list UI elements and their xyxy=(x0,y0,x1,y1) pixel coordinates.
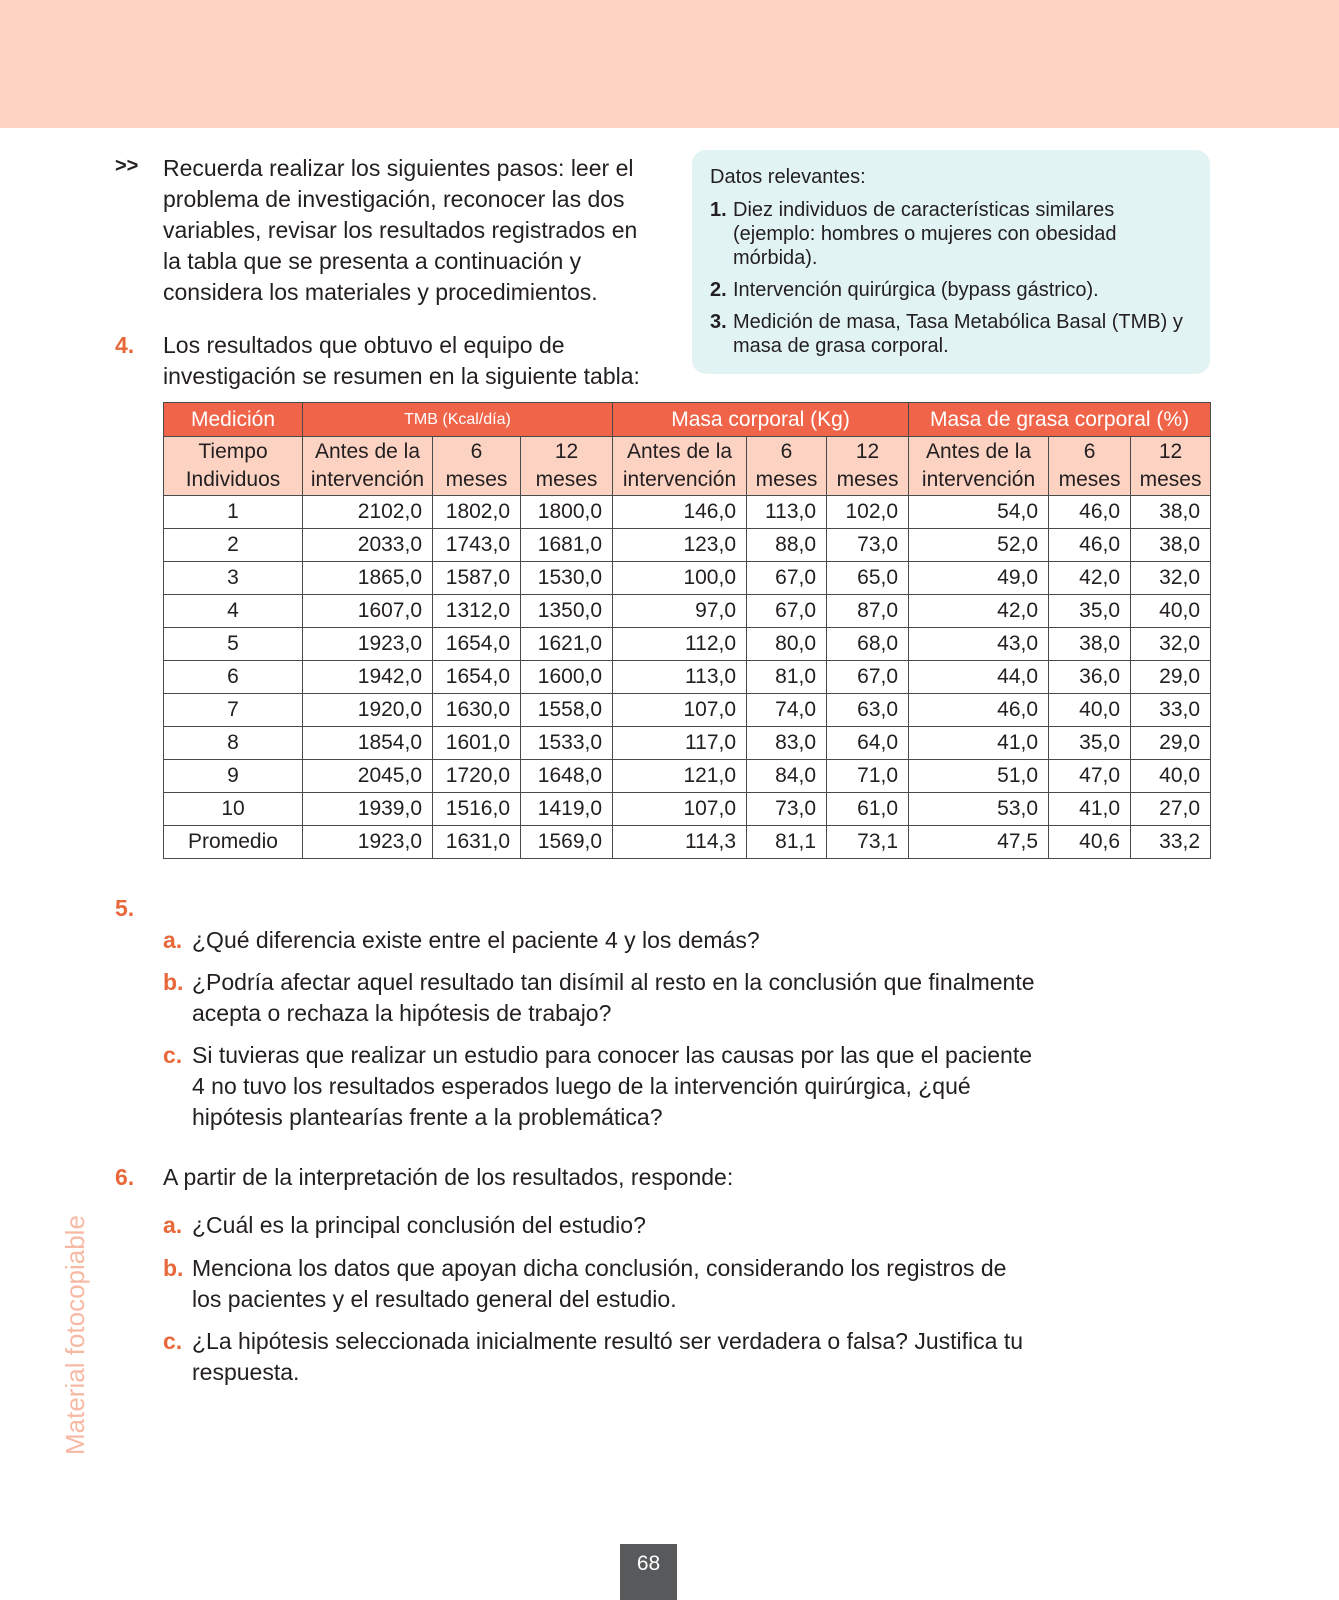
relevant-data-item xyxy=(710,310,1192,358)
results-table xyxy=(163,402,1211,859)
table-cell: 65,0 xyxy=(827,562,909,595)
table-cell: 1558,0 xyxy=(521,694,613,727)
table-cell: 1607,0 xyxy=(303,595,433,628)
table-cell: 1533,0 xyxy=(521,727,613,760)
question-5-number: 5. xyxy=(115,895,135,921)
sub-header-cell: 12 meses xyxy=(521,437,613,496)
table-cell: 80,0 xyxy=(747,628,827,661)
table-cell: 1865,0 xyxy=(303,562,433,595)
table-cell: 46,0 xyxy=(1049,496,1131,529)
question-5c xyxy=(163,1040,1043,1133)
table-cell: 73,0 xyxy=(827,529,909,562)
sub-header-cell: 12 meses xyxy=(1131,437,1211,496)
question-text: Menciona los datos que apoyan dicha conclusión, considerando los registros de los pacientes y el resultado general del estudio. xyxy=(192,1255,1007,1312)
table-cell: 1654,0 xyxy=(433,661,521,694)
table-cell: 29,0 xyxy=(1131,727,1211,760)
row-label-cell: 10 xyxy=(164,793,303,826)
table-cell: 2033,0 xyxy=(303,529,433,562)
table-cell: 38,0 xyxy=(1131,496,1211,529)
table-row xyxy=(164,562,1211,595)
table-cell: 42,0 xyxy=(1049,562,1131,595)
table-cell: 1530,0 xyxy=(521,562,613,595)
table-cell: 1802,0 xyxy=(433,496,521,529)
table-cell: 41,0 xyxy=(1049,793,1131,826)
table-cell: 1587,0 xyxy=(433,562,521,595)
sub-header-cell: Antes de la intervención xyxy=(909,437,1049,496)
table-cell: 35,0 xyxy=(1049,595,1131,628)
table-sub-header-row xyxy=(164,437,1211,496)
question-6-text: A partir de la interpretación de los resultados, responde: xyxy=(163,1164,734,1190)
table-cell: 1923,0 xyxy=(303,826,433,859)
item-text: Intervención quirúrgica (bypass gástrico). xyxy=(733,279,1099,301)
question-letter: b. xyxy=(163,1255,184,1281)
table-cell: 97,0 xyxy=(613,595,747,628)
table-cell: 84,0 xyxy=(747,760,827,793)
table-cell: 1681,0 xyxy=(521,529,613,562)
relevant-data-title: Datos relevantes: xyxy=(710,166,866,188)
table-row xyxy=(164,661,1211,694)
sub-header-cell: Tiempo Individuos xyxy=(164,437,303,496)
table-cell: 73,1 xyxy=(827,826,909,859)
table-cell: 47,0 xyxy=(1049,760,1131,793)
table-cell: 38,0 xyxy=(1131,529,1211,562)
table-cell: 107,0 xyxy=(613,793,747,826)
table-cell: 64,0 xyxy=(827,727,909,760)
item-text: Medición de masa, Tasa Metabólica Basal (TMB) y masa de grasa corporal. xyxy=(733,311,1183,357)
table-cell: 2045,0 xyxy=(303,760,433,793)
table-cell: 81,1 xyxy=(747,826,827,859)
table-cell: 81,0 xyxy=(747,661,827,694)
question-6 xyxy=(115,1162,815,1193)
table-row xyxy=(164,694,1211,727)
table-cell: 102,0 xyxy=(827,496,909,529)
table-body xyxy=(164,496,1211,859)
table-cell: 146,0 xyxy=(613,496,747,529)
table-cell: 1419,0 xyxy=(521,793,613,826)
table-cell: 1630,0 xyxy=(433,694,521,727)
table-cell: 1654,0 xyxy=(433,628,521,661)
table-cell: 32,0 xyxy=(1131,562,1211,595)
table-cell: 1621,0 xyxy=(521,628,613,661)
row-label-cell: 2 xyxy=(164,529,303,562)
table-cell: 46,0 xyxy=(909,694,1049,727)
sub-header-cell: Antes de la intervención xyxy=(613,437,747,496)
row-label-cell: 1 xyxy=(164,496,303,529)
table-cell: 1720,0 xyxy=(433,760,521,793)
page-number: 68 xyxy=(620,1544,677,1600)
table-row xyxy=(164,628,1211,661)
question-6c xyxy=(163,1326,1043,1388)
question-6-number: 6. xyxy=(115,1164,135,1190)
sub-header-cell: Antes de la intervención xyxy=(303,437,433,496)
table-cell: 1923,0 xyxy=(303,628,433,661)
relevant-data-list xyxy=(710,198,1192,358)
row-label-cell: 4 xyxy=(164,595,303,628)
table-row xyxy=(164,529,1211,562)
question-5b xyxy=(163,967,1043,1029)
table-cell: 123,0 xyxy=(613,529,747,562)
question-5a xyxy=(163,925,1063,956)
table-cell: 33,0 xyxy=(1131,694,1211,727)
table-cell: 113,0 xyxy=(613,661,747,694)
table-cell: 63,0 xyxy=(827,694,909,727)
question-4-number: 4. xyxy=(115,332,135,358)
table-cell: 83,0 xyxy=(747,727,827,760)
header-body-fat: Masa de grasa corporal (%) xyxy=(909,403,1211,437)
table-cell: 44,0 xyxy=(909,661,1049,694)
header-medicion: Medición xyxy=(164,403,303,437)
table-cell: 1569,0 xyxy=(521,826,613,859)
intro-marker: >> xyxy=(115,155,139,177)
table-cell: 49,0 xyxy=(909,562,1049,595)
table-cell: 1312,0 xyxy=(433,595,521,628)
table-cell: 1854,0 xyxy=(303,727,433,760)
question-text: Si tuvieras que realizar un estudio para conocer las causas por las que el paciente 4 no tuvo los resultados esperados luego de la intervención quirúrgica, ¿qué hipótesis plantearías frente a la problemática? xyxy=(192,1042,1032,1130)
question-text: ¿La hipótesis seleccionada inicialmente resultó ser verdadera o falsa? Justifica tu respuesta. xyxy=(192,1328,1023,1385)
table-cell: 40,0 xyxy=(1131,595,1211,628)
table-cell: 53,0 xyxy=(909,793,1049,826)
table-cell: 41,0 xyxy=(909,727,1049,760)
question-6a xyxy=(163,1210,1063,1241)
table-cell: 1942,0 xyxy=(303,661,433,694)
table-cell: 2102,0 xyxy=(303,496,433,529)
question-letter: c. xyxy=(163,1042,183,1068)
table-row xyxy=(164,760,1211,793)
table-cell: 112,0 xyxy=(613,628,747,661)
table-cell: 1631,0 xyxy=(433,826,521,859)
table-cell: 1601,0 xyxy=(433,727,521,760)
question-6b xyxy=(163,1253,1023,1315)
table-cell: 71,0 xyxy=(827,760,909,793)
row-label-cell: 6 xyxy=(164,661,303,694)
table-cell: 38,0 xyxy=(1049,628,1131,661)
table-cell: 1743,0 xyxy=(433,529,521,562)
table-row xyxy=(164,793,1211,826)
intro-instruction xyxy=(115,153,655,308)
table-row xyxy=(164,595,1211,628)
question-text: ¿Podría afectar aquel resultado tan disímil al resto en la conclusión que finalmente acepta o rechaza la hipótesis de trabajo? xyxy=(192,969,1035,1026)
table-cell: 40,0 xyxy=(1049,694,1131,727)
sub-header-cell: 6 meses xyxy=(747,437,827,496)
question-text: ¿Cuál es la principal conclusión del estudio? xyxy=(192,1212,646,1238)
table-cell: 1800,0 xyxy=(521,496,613,529)
table-row xyxy=(164,496,1211,529)
row-label-cell: Promedio xyxy=(164,826,303,859)
table-cell: 32,0 xyxy=(1131,628,1211,661)
table-cell: 33,2 xyxy=(1131,826,1211,859)
item-text: Diez individuos de características similares (ejemplo: hombres o mujeres con obesidad mórbida). xyxy=(733,199,1117,269)
table-cell: 88,0 xyxy=(747,529,827,562)
question-letter: a. xyxy=(163,1212,183,1238)
table-cell: 1648,0 xyxy=(521,760,613,793)
table-cell: 1600,0 xyxy=(521,661,613,694)
question-letter: c. xyxy=(163,1328,183,1354)
table-cell: 42,0 xyxy=(909,595,1049,628)
item-number: 3. xyxy=(710,311,727,333)
table-cell: 40,0 xyxy=(1131,760,1211,793)
table-cell: 1350,0 xyxy=(521,595,613,628)
table-cell: 68,0 xyxy=(827,628,909,661)
question-4 xyxy=(115,330,655,392)
table-cell: 51,0 xyxy=(909,760,1049,793)
question-letter: b. xyxy=(163,969,184,995)
relevant-data-item xyxy=(710,278,1192,302)
table-cell: 35,0 xyxy=(1049,727,1131,760)
row-label-cell: 8 xyxy=(164,727,303,760)
header-body-mass: Masa corporal (Kg) xyxy=(613,403,909,437)
table-cell: 107,0 xyxy=(613,694,747,727)
table-cell: 73,0 xyxy=(747,793,827,826)
table-cell: 87,0 xyxy=(827,595,909,628)
table-cell: 67,0 xyxy=(747,595,827,628)
header-band xyxy=(0,0,1339,128)
question-text: ¿Qué diferencia existe entre el paciente 4 y los demás? xyxy=(192,927,760,953)
table-cell: 74,0 xyxy=(747,694,827,727)
table-cell: 113,0 xyxy=(747,496,827,529)
table-cell: 29,0 xyxy=(1131,661,1211,694)
relevant-data-box xyxy=(692,150,1210,374)
item-number: 1. xyxy=(710,199,727,221)
table-cell: 1920,0 xyxy=(303,694,433,727)
side-label: Material fotocopiable xyxy=(60,1215,90,1455)
table-cell: 100,0 xyxy=(613,562,747,595)
header-tmb: TMB (Kcal/día) xyxy=(303,403,613,437)
row-label-cell: 9 xyxy=(164,760,303,793)
table-cell: 54,0 xyxy=(909,496,1049,529)
row-label-cell: 7 xyxy=(164,694,303,727)
table-cell: 67,0 xyxy=(747,562,827,595)
sub-header-cell: 6 meses xyxy=(433,437,521,496)
table-cell: 36,0 xyxy=(1049,661,1131,694)
table-cell: 67,0 xyxy=(827,661,909,694)
question-letter: a. xyxy=(163,927,183,953)
question-4-text: Los resultados que obtuvo el equipo de investigación se resumen en la siguiente tabla: xyxy=(163,332,640,389)
table-cell: 61,0 xyxy=(827,793,909,826)
sub-header-cell: 12 meses xyxy=(827,437,909,496)
sub-header-cell: 6 meses xyxy=(1049,437,1131,496)
table-group-header-row xyxy=(164,403,1211,437)
table-row xyxy=(164,826,1211,859)
table-cell: 27,0 xyxy=(1131,793,1211,826)
table-cell: 1516,0 xyxy=(433,793,521,826)
table-cell: 121,0 xyxy=(613,760,747,793)
table-cell: 43,0 xyxy=(909,628,1049,661)
table-cell: 114,3 xyxy=(613,826,747,859)
table-cell: 47,5 xyxy=(909,826,1049,859)
table-cell: 52,0 xyxy=(909,529,1049,562)
item-number: 2. xyxy=(710,279,727,301)
intro-text: Recuerda realizar los siguientes pasos: leer el problema de investigación, reconocer las dos variables, revisar los resultados registrados en la tabla que se presenta a continuación y considera los materiales y procedimientos. xyxy=(163,155,638,305)
table-row xyxy=(164,727,1211,760)
row-label-cell: 3 xyxy=(164,562,303,595)
relevant-data-item xyxy=(710,198,1192,270)
table-cell: 40,6 xyxy=(1049,826,1131,859)
table-cell: 1939,0 xyxy=(303,793,433,826)
table-cell: 117,0 xyxy=(613,727,747,760)
row-label-cell: 5 xyxy=(164,628,303,661)
table-cell: 46,0 xyxy=(1049,529,1131,562)
